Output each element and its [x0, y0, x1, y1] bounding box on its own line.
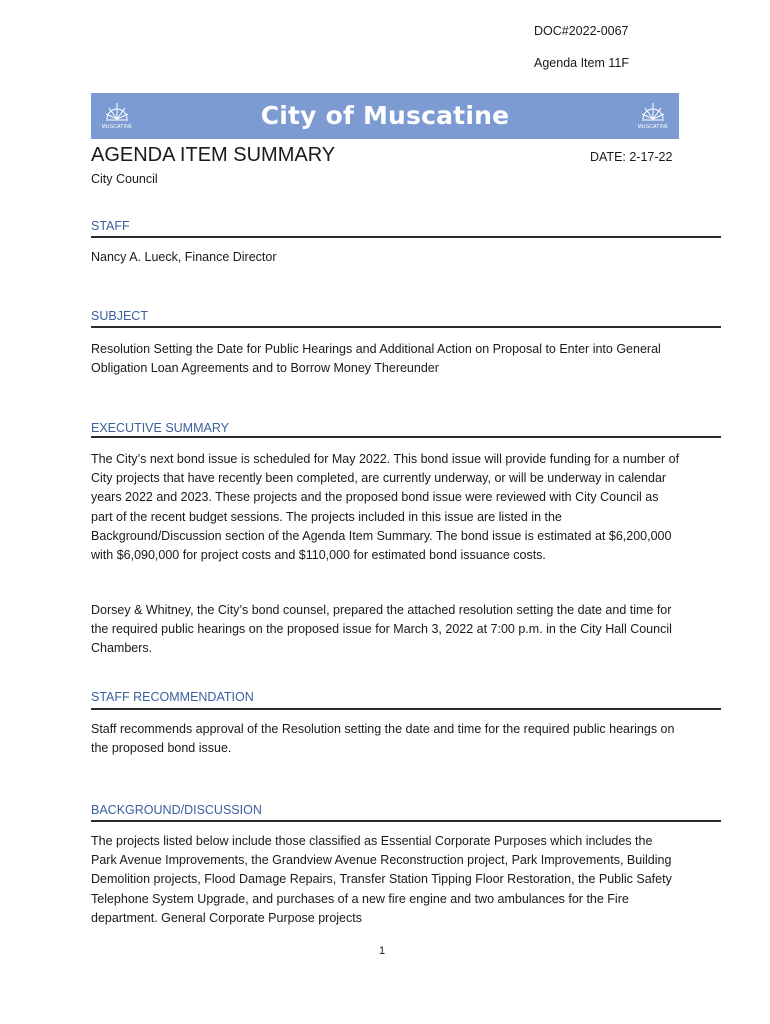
subject-text: Resolution Setting the Date for Public Hearings and Additional Action on Proposal to Enter into General Obligation Loan Agreements and to Borrow Money Thereunder: [91, 342, 661, 376]
governing-body: City Council: [91, 172, 158, 186]
logo-text: MUSCATINE: [637, 124, 669, 130]
city-logo-right: [633, 99, 673, 135]
agenda-item-number: Agenda Item 11F: [534, 56, 629, 70]
doc-number: DOC#2022-0067: [534, 24, 629, 38]
banner-title: City of Muscatine: [260, 101, 510, 130]
staff-recommendation-heading: STAFF RECOMMENDATION: [91, 690, 254, 704]
section-divider: [91, 326, 721, 328]
executive-summary-heading: EXECUTIVE SUMMARY: [91, 421, 229, 435]
meeting-date: DATE: 2-17-22: [590, 150, 673, 164]
section-divider: [91, 436, 721, 438]
staff-recommendation-text: Staff recommends approval of the Resolution setting the date and time for the required public hearings on the proposed bond issue.: [91, 722, 675, 756]
page-number: 1: [379, 945, 386, 957]
section-divider: [91, 708, 721, 710]
executive-summary-paragraph-2: Dorsey & Whitney, the City’s bond counsel, prepared the attached resolution setting the date and time for the required public hearings on the proposed issue for March 3, 2022 at 7:00 p.m. in the City Hall Council Chambers.: [91, 603, 672, 656]
city-banner: [91, 93, 679, 139]
staff-text: Nancy A. Lueck, Finance Director: [91, 250, 277, 264]
logo-text: MUSCATINE: [101, 124, 133, 130]
background-heading: BACKGROUND/DISCUSSION: [91, 803, 262, 817]
executive-summary-paragraph-1: The City’s next bond issue is scheduled for May 2022. This bond issue will provide funding for a number of City projects that have recently been completed, are currently underway, or will be underway in calendar years 2022 and 2023. These projects and the proposed bond issue were reviewed with City Council as part of the recent budget sessions. The projects included in this issue are listed in the Background/Discussion section of the Agenda Item Summary. The bond issue is estimated at $6,200,000 with $6,090,000 for project costs and $110,000 for estimated bond issuance costs.: [91, 452, 680, 563]
section-divider: [91, 236, 721, 238]
sunburst-icon: [640, 99, 666, 123]
staff-heading: STAFF: [91, 219, 130, 233]
subject-heading: SUBJECT: [91, 309, 148, 323]
page-title: AGENDA ITEM SUMMARY: [91, 144, 336, 166]
background-text: The projects listed below include those classified as Essential Corporate Purposes which includes the Park Avenue Improvements, the Grandview Avenue Reconstruction project, Park Improvements, Building Demolition projects, Flood Damage Repairs, Transfer Station Tipping Floor Restoration, the Public Safety Telephone System Upgrade, and purchases of a new fire engine and two ambulances for the Fire department. General Corporate Purpose projects: [91, 834, 672, 925]
section-divider: [91, 820, 721, 822]
